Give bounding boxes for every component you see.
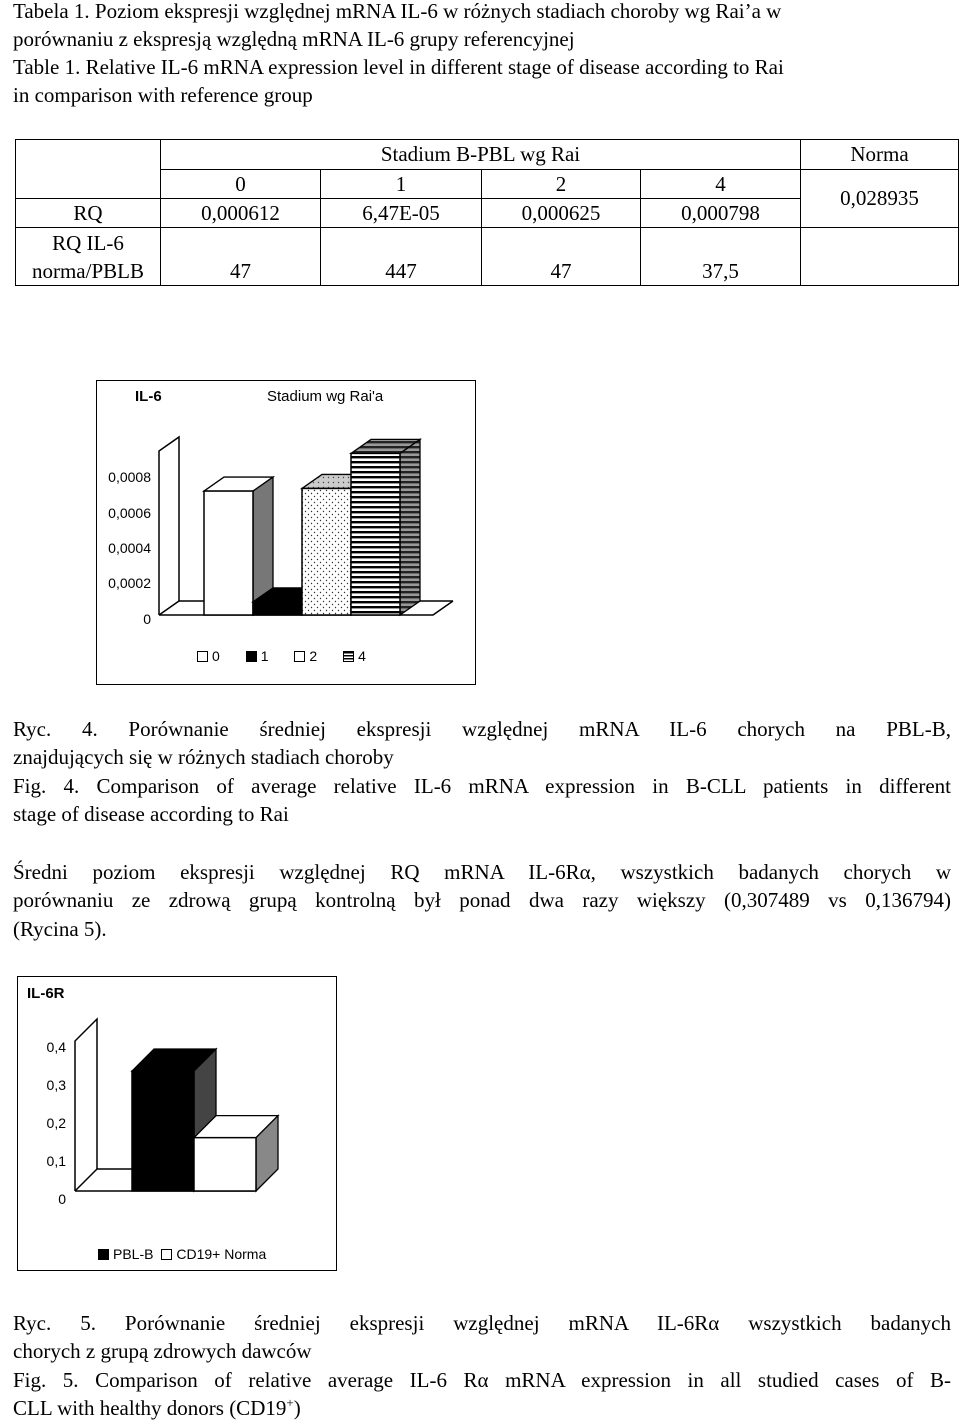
fig4-caption-en-line1: Fig. 4. Comparison of average relative IL-6 mRNA expression in B-CLL patients in different (13, 774, 951, 798)
table-row-label-line1: RQ IL-6 (52, 230, 124, 255)
table-stage-cell: 2 (482, 170, 641, 199)
legend-item: 4 (343, 648, 366, 664)
legend-swatch-black (246, 651, 257, 662)
table-header-row (16, 140, 959, 170)
table-cell: 0,000798 (641, 199, 801, 228)
il6r-chart (17, 976, 337, 1271)
fig5-caption-pl-line2: chorych z grupą zdrowych dawców (13, 1339, 312, 1363)
fig4-caption-pl-line2: znajdujących się w różnych stadiach choroby (13, 745, 394, 769)
legend-swatch-dotted (294, 651, 305, 662)
il6-bars (204, 439, 420, 615)
legend-item: 0 (197, 648, 220, 664)
il6r-y-tick: 0 (58, 1191, 66, 1207)
table-empty-cell (801, 228, 959, 286)
data-table (15, 139, 959, 286)
table-cell: 37,5 (641, 228, 801, 286)
il6-y-tick: 0,0004 (108, 540, 151, 556)
table-caption-en-line1: Table 1. Relative IL-6 mRNA expression level in different stage of disease according to Rai (13, 55, 784, 79)
legend-swatch-white (161, 1249, 172, 1260)
table-cell: 6,47E-05 (321, 199, 482, 228)
il6r-y-tick: 0,4 (46, 1039, 66, 1055)
body-line1: Średni poziom ekspresji względnej RQ mRNA IL-6Rα, wszystkich badanych chorych w (13, 860, 951, 884)
il6-chart (96, 380, 476, 685)
bar-stage-0 (204, 491, 253, 615)
il6-plot (97, 381, 475, 684)
table-cell: 0,000625 (482, 199, 641, 228)
table-caption-pl-line2: porównaniu z ekspresją względną mRNA IL-6 grupy referencyjnej (13, 27, 575, 51)
fig4-caption-en-line2: stage of disease according to Rai (13, 802, 289, 826)
legend-swatch-striped (343, 651, 354, 662)
table-group-header: Stadium B-PBL wg Rai (161, 140, 801, 170)
il6r-plot (18, 977, 336, 1270)
table-row-label (16, 228, 161, 286)
il6-legend (197, 648, 366, 664)
bar-stage-1 (253, 602, 302, 615)
legend-swatch-white (197, 651, 208, 662)
table-norma-value: 0,028935 (801, 170, 959, 228)
bar-pbl-b (132, 1071, 194, 1191)
table-caption-en-line2: in comparison with reference group (13, 83, 313, 107)
table-row-ratio (16, 228, 959, 286)
axis-corner (75, 1169, 97, 1191)
il6r-y-tick: 0,2 (46, 1115, 66, 1131)
table-stage-cell: 0 (161, 170, 321, 199)
il6-y-tick: 0,0002 (108, 575, 151, 591)
table-norma-header: Norma (801, 140, 959, 170)
il6r-chart-title: IL-6R (27, 985, 65, 1002)
il6-chart-subtitle: Stadium wg Rai'a (267, 388, 384, 405)
body-line2: porównaniu ze zdrową grupą kontrolną był ponad dwa razy większy (0,307489 vs 0,136794) (13, 888, 951, 912)
table-corner-cell (16, 140, 161, 199)
il6r-bars (132, 1049, 278, 1191)
axis-corner (159, 601, 179, 615)
il6-y-tick: 0 (143, 611, 151, 627)
il6-chart-title: IL-6 (135, 388, 162, 405)
bar-stage-4-side (400, 439, 420, 615)
fig5-caption-en-line2: CLL with healthy donors (CD19+) (13, 1395, 301, 1420)
legend-item: 1 (246, 648, 269, 664)
table-stage-cell: 1 (321, 170, 482, 199)
table-cell: 0,000612 (161, 199, 321, 228)
fig5-caption-en-line1: Fig. 5. Comparison of relative average IL-6 Rα mRNA expression in all studied cases of B- (13, 1368, 951, 1392)
il6r-legend (98, 1246, 266, 1262)
bar-stage-4 (351, 453, 400, 615)
table-cell: 47 (161, 228, 321, 286)
table-stage-cell: 4 (641, 170, 801, 199)
il6r-y-tick: 0,1 (46, 1153, 66, 1169)
table-row-label: RQ (16, 199, 161, 228)
legend-item: CD19+ Norma (161, 1246, 266, 1262)
fig4-caption-pl-line1: Ryc. 4. Porównanie średniej ekspresji względnej mRNA IL-6 chorych na PBL-B, (13, 717, 951, 741)
table-caption (13, 0, 951, 109)
table-cell: 447 (321, 228, 482, 286)
bar-cd19-norma (194, 1138, 256, 1191)
table-row-label-line2: norma/PBLB (31, 258, 144, 283)
legend-swatch-black (98, 1249, 109, 1260)
il6-y-tick: 0,0008 (108, 469, 151, 485)
legend-item: 2 (294, 648, 317, 664)
legend-item: PBL-B (98, 1246, 153, 1262)
body-line3: (Rycina 5). (13, 917, 107, 941)
bar-stage-2 (302, 488, 351, 615)
table-caption-pl-line1: Tabela 1. Poziom ekspresji względnej mRNA IL-6 w różnych stadiach choroby wg Rai’a w (13, 0, 782, 23)
fig5-caption-pl-line1: Ryc. 5. Porównanie średniej ekspresji względnej mRNA IL-6Rα wszystkich badanych (13, 1311, 951, 1335)
table-cell: 47 (482, 228, 641, 286)
il6r-y-tick: 0,3 (46, 1077, 66, 1093)
il6-y-tick: 0,0006 (108, 505, 151, 521)
